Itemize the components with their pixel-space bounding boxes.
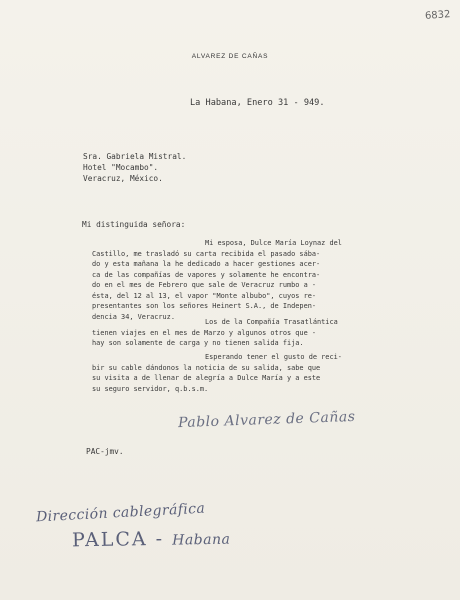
paragraph-3 — [92, 352, 384, 394]
handwritten-signature: Pablo Alvarez de Cañas — [177, 408, 356, 432]
handwritten-note-cable-address: Dirección cablegráfica — [35, 500, 206, 526]
text-line: su visita a de llenar de alegría a Dulce María y a este — [92, 374, 321, 382]
letterhead: ALVAREZ DE CAÑAS — [191, 53, 269, 60]
text-line: presentantes son los señores Heinert S.A., de Indepen- — [92, 302, 317, 310]
archive-number: 6832 — [424, 9, 451, 22]
paragraph-2 — [92, 317, 384, 349]
text-line: Los de la Compañía Trasatlántica — [205, 318, 338, 326]
text-line: tienen viajes en el mes de Marzo y algunos otros que - — [92, 328, 317, 337]
text-line: do en el mes de Febrero que sale de Veracruz rumbo a - — [92, 281, 317, 289]
text-line: bir su cable dándonos la noticia de su salida, sabe que — [92, 363, 321, 372]
cable-city: Habana — [172, 531, 231, 549]
address-line: Hotel "Mocambo". — [83, 163, 159, 172]
text-line: Castillo, me trasladó su carta recibida el pasado sába- — [92, 249, 321, 258]
text-line: su seguro servidor, q.b.s.m. — [92, 384, 209, 393]
cable-code: PALCA - — [71, 527, 165, 552]
text-line: ésta, del 12 al 13, el vapor "Monte albubo", cuyos re- — [92, 291, 317, 300]
handwritten-note-cable-code — [72, 527, 231, 552]
paragraph-1 — [92, 238, 384, 322]
text-line: hay son solamente de carga y no tienen salida fija. — [92, 339, 304, 347]
address-line: Veracruz, México. — [83, 174, 163, 183]
text-line: Esperando tener el gusto de reci- — [205, 353, 342, 361]
address-line: Sra. Gabriela Mistral. — [83, 152, 187, 161]
letter-date: La Habana, Enero 31 - 949. — [190, 98, 325, 108]
text-line: ca de las compañías de vapores y solamente he encontra- — [92, 270, 321, 279]
typist-initials: PAC-jmv. — [86, 447, 124, 456]
text-line: dencia 34, Veracruz. — [92, 312, 175, 321]
salutation: Mi distinguida señora: — [82, 220, 186, 229]
text-line: do y esta mañana la he dedicado a hacer gestiones acer- — [92, 260, 321, 268]
text-line: Mi esposa, Dulce María Loynaz del — [205, 239, 342, 247]
recipient-address — [83, 151, 186, 184]
